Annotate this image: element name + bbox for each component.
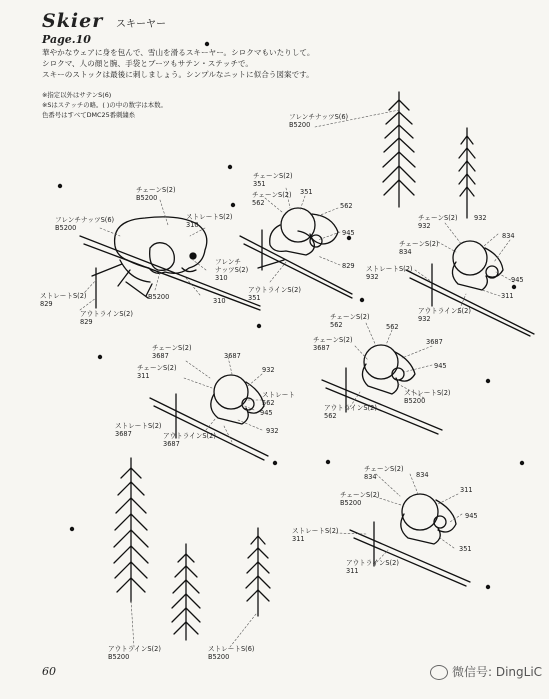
stitch-label: 829: [342, 262, 355, 270]
stitch-label: 351: [459, 545, 472, 553]
stitch-label: チェーンS(2) 834: [399, 240, 439, 256]
stitch-label: チェーンS(2) 351: [253, 172, 293, 188]
stitch-label: 945: [260, 409, 273, 417]
stitch-label: 351: [300, 188, 313, 196]
stitch-label: 562: [386, 323, 399, 331]
stitch-label: 945: [434, 362, 447, 370]
watermark: [430, 663, 542, 680]
stitch-label: アウトラインS(2) B5200: [108, 645, 161, 661]
stitch-label: フレンチナッツS(6) B5200: [55, 216, 115, 232]
note-line: ※Sはステッチの略。( )の中の数字は本数。: [42, 101, 167, 109]
stitch-label: 945: [511, 276, 524, 284]
stitch-label: 3687: [426, 338, 443, 346]
stitch-label: B5200: [148, 293, 170, 301]
stitch-label: 3687: [224, 352, 241, 360]
stitch-label: フレンチナッツS(6) B5200: [289, 113, 349, 129]
pine-tree: [114, 458, 148, 602]
wechat-icon: [430, 665, 448, 680]
stitch-label: 945: [342, 229, 355, 237]
stitch-label: ストレートS(2) 932: [366, 265, 413, 281]
pattern-subtitle: スキーヤー: [116, 19, 166, 30]
stitch-label: チェーンS(2) 3687: [313, 336, 353, 352]
pine-tree: [459, 128, 475, 218]
pine-tree: [383, 92, 415, 207]
stitch-label: ストレートS(2) B5200: [404, 389, 451, 405]
stitch-label: ストレートS(2) 310: [186, 213, 233, 229]
stitch-label: ストレートS(2) 3687: [115, 422, 162, 438]
stitch-label: 834: [502, 232, 515, 240]
stitch-label: 311: [460, 486, 473, 494]
stitch-label: 562: [340, 202, 353, 210]
stitch-label: フレンチ ナッツS(2) 310: [215, 258, 249, 282]
stitch-label: チェーンS(2) 834: [364, 465, 404, 481]
stitch-label: 310: [213, 297, 226, 305]
stitch-label: アウトラインS(2) 3687: [163, 432, 216, 448]
description-line: 華やかなウェアに身を包んで、雪山を滑るスキーヤー。シロクマもいたりして。: [42, 48, 315, 57]
pattern-title: Skier: [42, 10, 104, 32]
description-line: シロクマ、人の顔と腕、手袋とブーツもサテン・ステッチで。: [42, 59, 253, 68]
stitch-label: 311: [501, 292, 514, 300]
stitch-label: チェーンS(2) B5200: [136, 186, 176, 202]
stitch-label: アウトラインS(2) 562: [324, 404, 377, 420]
stitch-label: チェーンS(2) B5200: [340, 491, 380, 507]
stitch-label: ストレートS(2) 311: [292, 527, 339, 543]
stitch-label: 834: [416, 471, 429, 479]
watermark-text: 微信号: DingLiC: [452, 665, 543, 679]
page-number: 60: [42, 665, 56, 678]
stitch-label: ストレートS(6) B5200: [208, 645, 255, 661]
description-line: スキーのストックは最後に刺しましょう。シンプルなニットに似合う図案です。: [42, 70, 314, 79]
stitch-label: チェーンS(2) 562: [330, 313, 370, 329]
stitch-label: チェーンS(2) 932: [418, 214, 458, 230]
stitch-label: アウトラインS(2) 351: [248, 286, 301, 302]
note-line: 色番号はすべてDMC25番刺繍糸: [42, 111, 136, 119]
pine-tree: [172, 544, 200, 640]
stitch-label: 932: [474, 214, 487, 222]
page-reference: Page.10: [42, 33, 91, 46]
pine-tree: [246, 528, 270, 616]
stitch-label: 932: [262, 366, 275, 374]
stitch-label: アウトラインS(2) 932: [418, 307, 471, 323]
stitch-label: チェーンS(2) 311: [137, 364, 177, 380]
stitch-label: アウトラインS(2) 829: [80, 310, 133, 326]
stitch-label: アウトラインS(2) 311: [346, 559, 399, 575]
stitch-label: ストレートS(2) 829: [40, 292, 87, 308]
stitch-label: 945: [465, 512, 478, 520]
stitch-label: チェーンS(2) 562: [252, 191, 292, 207]
note-line: ※指定以外はサテンS(6): [42, 91, 112, 99]
stitch-label: 932: [266, 427, 279, 435]
stitch-label: ストレート 562: [262, 391, 295, 407]
stitch-label: チェーンS(2) 3687: [152, 344, 192, 360]
skier-figure: [240, 208, 352, 298]
